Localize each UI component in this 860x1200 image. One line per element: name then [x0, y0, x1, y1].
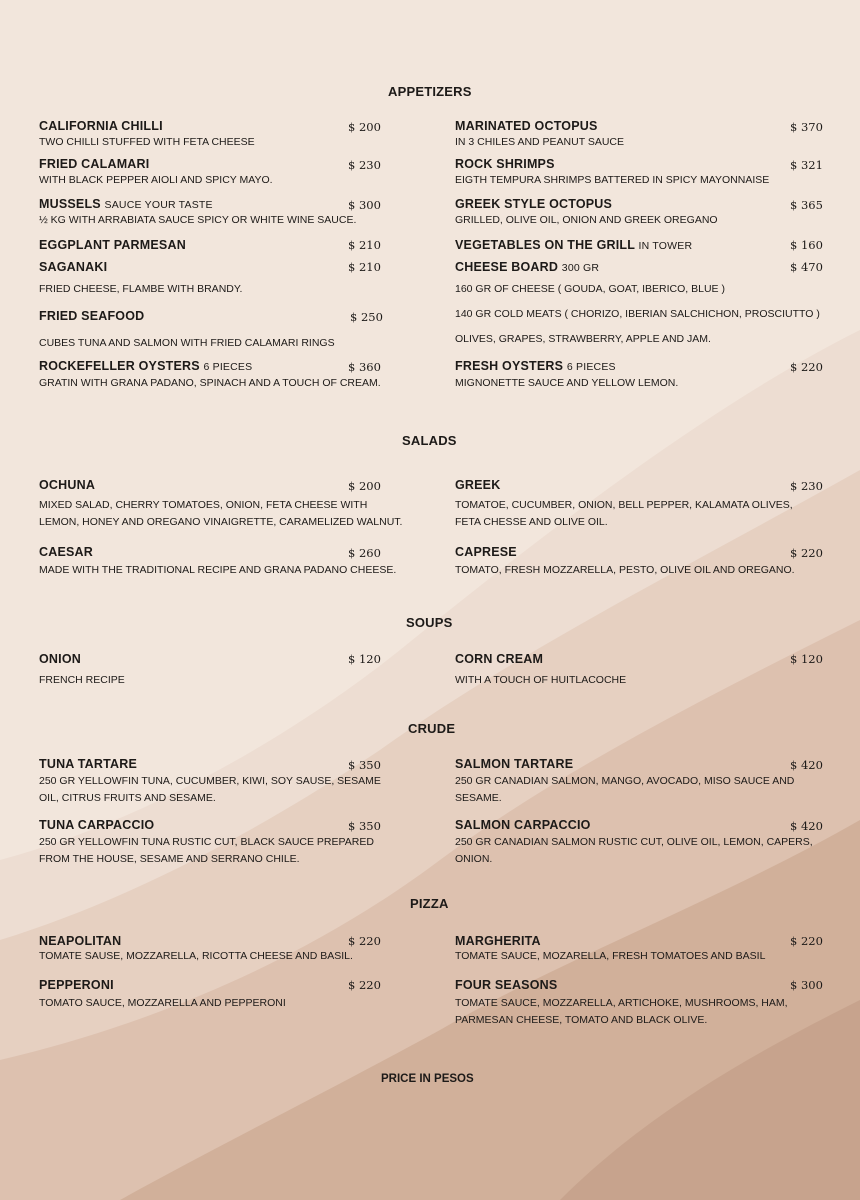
item-desc-greek-style-octopus: GRILLED, OLIVE OIL, ONION AND GREEK OREGANO [455, 214, 718, 226]
item-desc-corn-cream: WITH A TOUCH OF HUITLACOCHE [455, 674, 627, 686]
item-desc-greek: TOMATOE, CUCUMBER, ONION, BELL PEPPER, KALAMATA OLIVES, FETA CHESSE AND OLIVE OIL. [455, 499, 793, 528]
item-name-caesar: CAESAR [39, 545, 93, 559]
section-title-pizza: PIZZA [410, 896, 449, 911]
item-desc-onion: FRENCH RECIPE [39, 674, 125, 686]
item-price-vegetables-on-the-grill: $ 160 [790, 238, 823, 252]
item-price-salmon-tartare: $ 420 [790, 758, 823, 772]
item-desc-neapolitan: TOMATE SAUSE, MOZZARELLA, RICOTTA CHEESE AND BASIL. [39, 950, 353, 962]
item-price-rock-shrimps: $ 321 [790, 158, 823, 172]
item-desc-marinated-octopus: IN 3 CHILES AND PEANUT SAUCE [455, 136, 625, 148]
item-desc-rock-shrimps: EIGTH TEMPURA SHRIMPS BATTERED IN SPICY MAYONNAISE [455, 174, 770, 186]
item-name-fried-seafood: FRIED SEAFOOD [39, 309, 145, 323]
item-name-four-seasons: FOUR SEASONS [455, 978, 558, 992]
item-name-rock-shrimps: ROCK SHRIMPS [455, 157, 555, 171]
item-name-cheese-board: CHEESE BOARD 300 GR [455, 260, 600, 274]
item-desc-margherita: TOMATE SAUCE, MOZARELLA, FRESH TOMATOES AND BASIL [455, 950, 766, 962]
item-desc-salmon-tartare: 250 GR CANADIAN SALMON, MANGO, AVOCADO, MISO SAUCE AND SESAME. [455, 775, 795, 804]
item-price-greek: $ 230 [790, 479, 823, 493]
item-desc-salmon-carpaccio: 250 GR CANADIAN SALMON RUSTIC CUT, OLIVE OIL, LEMON, CAPERS, ONION. [455, 836, 813, 865]
item-desc-rockefeller-oysters: GRATIN WITH GRANA PADANO, SPINACH AND A TOUCH OF CREAM. [39, 377, 381, 389]
item-name-margherita: MARGHERITA [455, 934, 541, 948]
item-desc-pepperoni: TOMATO SAUCE, MOZZARELLA AND PEPPERONI [39, 997, 286, 1009]
item-price-corn-cream: $ 120 [790, 652, 823, 666]
section-title-crude: CRUDE [408, 721, 456, 736]
item-name-fried-calamari: FRIED CALAMARI [39, 157, 150, 171]
item-name-tuna-carpaccio: TUNA CARPACCIO [39, 818, 155, 832]
item-name-neapolitan: NEAPOLITAN [39, 934, 122, 948]
item-desc-fresh-oysters: MIGNONETTE SAUCE AND YELLOW LEMON. [455, 377, 679, 389]
item-desc-tuna-carpaccio: 250 GR YELLOWFIN TUNA RUSTIC CUT, BLACK SAUCE PREPARED FROM THE HOUSE, SESAME AND SERRANO CHILE. [39, 836, 374, 865]
item-name-pepperoni: PEPPERONI [39, 978, 114, 992]
item-desc-mussels: ½ KG WITH ARRABIATA SAUCE SPICY OR WHITE WINE SAUCE. [39, 214, 357, 226]
item-price-california-chilli: $ 200 [348, 120, 381, 134]
item-name-vegetables-on-the-grill: VEGETABLES ON THE GRILL IN TOWER [455, 238, 693, 252]
item-name-greek-style-octopus: GREEK STYLE OCTOPUS [455, 197, 613, 211]
item-price-saganaki: $ 210 [348, 260, 381, 274]
item-desc-fried-seafood: CUBES TUNA AND SALMON WITH FRIED CALAMARI RINGS [39, 337, 335, 349]
item-desc-cheese-board-line-1: 160 GR OF CHEESE ( GOUDA, GOAT, IBERICO, BLUE ) [455, 283, 725, 295]
item-name-salmon-carpaccio: SALMON CARPACCIO [455, 818, 591, 832]
section-title-salads: SALADS [402, 433, 457, 448]
item-price-fried-seafood: $ 250 [350, 310, 383, 324]
item-name-greek: GREEK [455, 478, 501, 492]
item-sub-rockefeller-oysters: 6 PIECES [203, 361, 253, 373]
item-name-corn-cream: CORN CREAM [455, 652, 544, 666]
item-name-eggplant-parmesan: EGGPLANT PARMESAN [39, 238, 186, 252]
item-price-four-seasons: $ 300 [790, 978, 823, 992]
item-name-caprese: CAPRESE [455, 545, 517, 559]
item-price-caprese: $ 220 [790, 546, 823, 560]
item-name-marinated-octopus: MARINATED OCTOPUS [455, 119, 598, 133]
item-name-mussels: MUSSELS SAUCE YOUR TASTE [39, 197, 213, 211]
footer-price-note: PRICE IN PESOS [381, 1073, 474, 1085]
item-desc-caesar: MADE WITH THE TRADITIONAL RECIPE AND GRANA PADANO CHEESE. [39, 564, 397, 576]
item-price-fried-calamari: $ 230 [348, 158, 381, 172]
item-desc-cheese-board-line-2: 140 GR COLD MEATS ( CHORIZO, IBERIAN SALCHICHON, PROSCIUTTO ) [455, 308, 820, 320]
item-name-fresh-oysters: FRESH OYSTERS 6 PIECES [455, 359, 616, 373]
item-sub-mussels: SAUCE YOUR TASTE [104, 199, 213, 211]
section-title-soups: SOUPS [406, 615, 453, 630]
item-sub-cheese-board: 300 GR [561, 262, 600, 274]
item-name-california-chilli: CALIFORNIA CHILLI [39, 119, 163, 133]
item-desc-fried-calamari: WITH BLACK PEPPER AIOLI AND SPICY MAYO. [39, 174, 273, 186]
item-desc-caprese: TOMATO, FRESH MOZZARELLA, PESTO, OLIVE OIL AND OREGANO. [455, 564, 795, 576]
item-price-ochuna: $ 200 [348, 479, 381, 493]
item-name-rockefeller-oysters: ROCKEFELLER OYSTERS 6 PIECES [39, 359, 253, 373]
item-price-onion: $ 120 [348, 652, 381, 666]
item-name-salmon-tartare: SALMON TARTARE [455, 757, 574, 771]
item-price-caesar: $ 260 [348, 546, 381, 560]
item-price-cheese-board: $ 470 [790, 260, 823, 274]
item-desc-california-chilli: TWO CHILLI STUFFED WITH FETA CHEESE [39, 136, 255, 148]
item-price-mussels: $ 300 [348, 198, 381, 212]
item-desc-ochuna: MIXED SALAD, CHERRY TOMATOES, ONION, FETA CHEESE WITH LEMON, HONEY AND OREGANO VINAIGRETTE, CARAMELIZED WALNUT. [39, 499, 403, 528]
item-price-tuna-carpaccio: $ 350 [348, 819, 381, 833]
item-name-ochuna: OCHUNA [39, 478, 96, 492]
item-price-tuna-tartare: $ 350 [348, 758, 381, 772]
item-desc-tuna-tartare: 250 GR YELLOWFIN TUNA, CUCUMBER, KIWI, SOY SAUSE, SESAME OIL, CITRUS FRUITS AND SESAME. [39, 775, 381, 804]
item-price-rockefeller-oysters: $ 360 [348, 360, 381, 374]
item-price-pepperoni: $ 220 [348, 978, 381, 992]
item-price-margherita: $ 220 [790, 934, 823, 948]
item-sub-vegetables-on-the-grill: IN TOWER [638, 240, 693, 252]
item-price-salmon-carpaccio: $ 420 [790, 819, 823, 833]
item-price-neapolitan: $ 220 [348, 934, 381, 948]
item-price-greek-style-octopus: $ 365 [790, 198, 823, 212]
item-desc-cheese-board-line-3: OLIVES, GRAPES, STRAWBERRY, APPLE AND JAM. [455, 333, 711, 345]
item-name-saganaki: SAGANAKI [39, 260, 108, 274]
item-price-marinated-octopus: $ 370 [790, 120, 823, 134]
item-name-tuna-tartare: TUNA TARTARE [39, 757, 137, 771]
item-desc-four-seasons: TOMATE SAUCE, MOZZARELLA, ARTICHOKE, MUSHROOMS, HAM, PARMESAN CHEESE, TOMATO AND BLACK OLIVE. [455, 997, 788, 1026]
item-desc-saganaki: FRIED CHEESE, FLAMBE WITH BRANDY. [39, 283, 243, 295]
item-price-eggplant-parmesan: $ 210 [348, 238, 381, 252]
item-sub-fresh-oysters: 6 PIECES [566, 361, 616, 373]
item-price-fresh-oysters: $ 220 [790, 360, 823, 374]
section-title-appetizers: APPETIZERS [388, 84, 472, 99]
item-name-onion: ONION [39, 652, 81, 666]
